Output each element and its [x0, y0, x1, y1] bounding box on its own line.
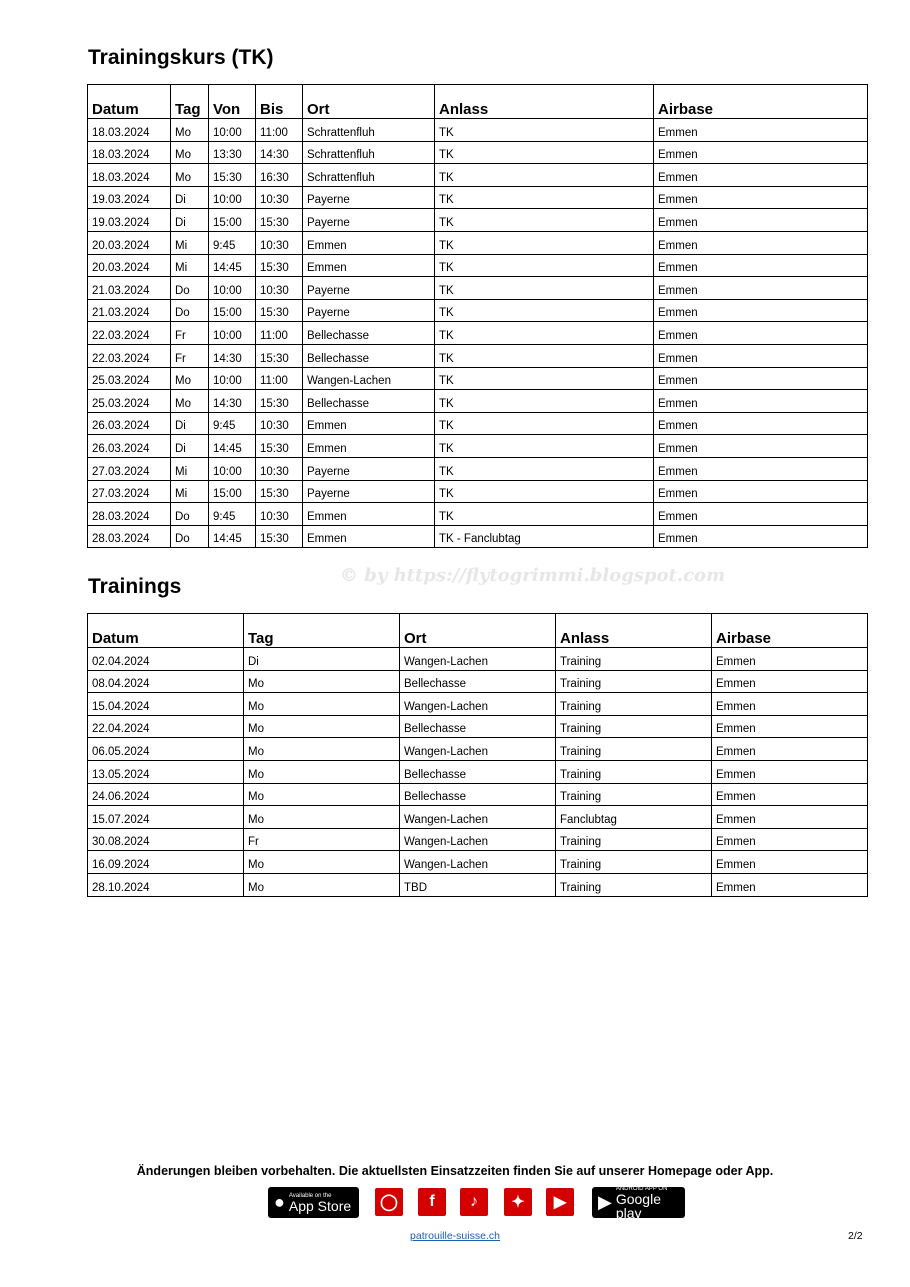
- table-cell: 15:30: [256, 525, 303, 548]
- table-cell: Mo: [244, 873, 400, 896]
- trainings-header-cell: Datum: [88, 614, 244, 648]
- table-cell: 08.04.2024: [88, 670, 244, 693]
- table-cell: 10:30: [256, 412, 303, 435]
- table-cell: Mo: [171, 367, 209, 390]
- instagram-icon[interactable]: ◯: [375, 1188, 403, 1216]
- table-cell: TK: [435, 277, 654, 300]
- table-cell: Di: [171, 412, 209, 435]
- table-cell: Emmen: [712, 783, 868, 806]
- table-cell: 26.03.2024: [88, 435, 171, 458]
- footer-note: Änderungen bleiben vorbehalten. Die aktuellsten Einsatzzeiten finden Sie auf unserer Homepage oder App.: [136, 1164, 774, 1178]
- table-cell: TK: [435, 299, 654, 322]
- table-row: [88, 503, 868, 526]
- trainings-schedule-table: [87, 613, 868, 897]
- table-cell: Emmen: [654, 299, 868, 322]
- trainings-header-cell: Airbase: [712, 614, 868, 648]
- table-cell: 19.03.2024: [88, 186, 171, 209]
- table-cell: Training: [556, 873, 712, 896]
- table-cell: TK: [435, 119, 654, 142]
- table-cell: 25.03.2024: [88, 390, 171, 413]
- table-row: [88, 738, 868, 761]
- table-cell: TK: [435, 254, 654, 277]
- table-cell: TK: [435, 412, 654, 435]
- table-cell: Schrattenfluh: [303, 164, 435, 187]
- table-cell: 16.09.2024: [88, 851, 244, 874]
- table-cell: Emmen: [654, 322, 868, 345]
- table-cell: 28.03.2024: [88, 503, 171, 526]
- table-row: [88, 254, 868, 277]
- table-cell: Emmen: [303, 412, 435, 435]
- table-cell: Emmen: [303, 525, 435, 548]
- table-cell: 16:30: [256, 164, 303, 187]
- table-cell: Emmen: [654, 480, 868, 503]
- table-cell: Bellechasse: [400, 760, 556, 783]
- table-cell: 15:30: [256, 299, 303, 322]
- table-cell: 15.07.2024: [88, 806, 244, 829]
- table-cell: Payerne: [303, 299, 435, 322]
- table-cell: Training: [556, 760, 712, 783]
- table-cell: 24.06.2024: [88, 783, 244, 806]
- table-cell: Payerne: [303, 186, 435, 209]
- google-play-small-label: ANDROID APP ON: [615, 1185, 668, 1192]
- youtube-icon[interactable]: ▶: [546, 1188, 574, 1216]
- table-cell: Emmen: [712, 693, 868, 716]
- page-number: 2/2: [848, 1230, 863, 1242]
- table-cell: 14:30: [256, 141, 303, 164]
- table-cell: Fr: [171, 344, 209, 367]
- table-cell: Mo: [244, 738, 400, 761]
- table-cell: 10:30: [256, 503, 303, 526]
- table-cell: 11:00: [256, 322, 303, 345]
- tk-header-cell: Tag: [171, 85, 209, 119]
- table-cell: 10:00: [209, 367, 256, 390]
- table-row: [88, 783, 868, 806]
- table-cell: Mo: [244, 783, 400, 806]
- table-row: [88, 806, 868, 829]
- table-cell: TK: [435, 480, 654, 503]
- table-cell: 21.03.2024: [88, 277, 171, 300]
- table-cell: Fr: [244, 828, 400, 851]
- table-row: [88, 299, 868, 322]
- table-cell: Bellechasse: [400, 715, 556, 738]
- table-cell: Payerne: [303, 209, 435, 232]
- table-cell: TK - Fanclubtag: [435, 525, 654, 548]
- table-cell: 25.03.2024: [88, 367, 171, 390]
- apple-icon: ●: [274, 1192, 285, 1212]
- table-row: [88, 412, 868, 435]
- table-cell: Training: [556, 783, 712, 806]
- table-cell: Emmen: [654, 457, 868, 480]
- table-row: [88, 435, 868, 458]
- table-cell: Mo: [244, 760, 400, 783]
- table-cell: TK: [435, 209, 654, 232]
- trainings-header-row: [88, 614, 868, 648]
- app-store-small-label: Available on the: [288, 1192, 332, 1199]
- table-cell: Wangen-Lachen: [303, 367, 435, 390]
- table-cell: Emmen: [654, 119, 868, 142]
- table-cell: 30.08.2024: [88, 828, 244, 851]
- table-cell: Payerne: [303, 480, 435, 503]
- table-cell: TK: [435, 141, 654, 164]
- table-cell: TK: [435, 503, 654, 526]
- table-cell: 20.03.2024: [88, 231, 171, 254]
- table-cell: 20.03.2024: [88, 254, 171, 277]
- table-cell: 15:30: [256, 480, 303, 503]
- table-cell: 21.03.2024: [88, 299, 171, 322]
- table-row: [88, 119, 868, 142]
- watermark: © by https://flytogrimmi.blogspot.com: [340, 565, 726, 586]
- table-cell: Emmen: [654, 503, 868, 526]
- table-cell: Wangen-Lachen: [400, 851, 556, 874]
- table-cell: 14:45: [209, 435, 256, 458]
- table-cell: Training: [556, 851, 712, 874]
- table-cell: Payerne: [303, 277, 435, 300]
- table-cell: 18.03.2024: [88, 141, 171, 164]
- table-row: [88, 457, 868, 480]
- table-cell: TK: [435, 390, 654, 413]
- table-cell: Emmen: [303, 231, 435, 254]
- table-cell: 27.03.2024: [88, 457, 171, 480]
- tk-header-cell: Airbase: [654, 85, 868, 119]
- table-cell: Emmen: [654, 141, 868, 164]
- table-row: [88, 390, 868, 413]
- table-cell: TK: [435, 164, 654, 187]
- table-cell: 22.03.2024: [88, 322, 171, 345]
- table-cell: Bellechasse: [303, 322, 435, 345]
- table-cell: Emmen: [712, 760, 868, 783]
- table-cell: TK: [435, 435, 654, 458]
- table-cell: Mo: [244, 670, 400, 693]
- table-cell: 02.04.2024: [88, 648, 244, 671]
- table-cell: Do: [171, 299, 209, 322]
- table-cell: 11:00: [256, 367, 303, 390]
- table-cell: TK: [435, 367, 654, 390]
- table-cell: Mo: [171, 390, 209, 413]
- table-cell: TK: [435, 231, 654, 254]
- table-cell: 15:30: [256, 209, 303, 232]
- table-cell: Di: [244, 648, 400, 671]
- table-cell: Mo: [171, 141, 209, 164]
- table-cell: Training: [556, 693, 712, 716]
- table-cell: Emmen: [712, 738, 868, 761]
- google-play-badge[interactable]: [592, 1185, 685, 1221]
- table-cell: Di: [171, 186, 209, 209]
- homepage-link-text[interactable]: patrouille-suisse.ch: [410, 1230, 500, 1242]
- table-cell: Emmen: [654, 164, 868, 187]
- table-cell: Emmen: [303, 254, 435, 277]
- table-cell: Emmen: [654, 277, 868, 300]
- table-cell: Emmen: [712, 715, 868, 738]
- table-cell: Mo: [244, 806, 400, 829]
- table-row: [88, 715, 868, 738]
- table-cell: Emmen: [712, 806, 868, 829]
- table-row: [88, 670, 868, 693]
- table-cell: TK: [435, 186, 654, 209]
- google-play-label: Google play: [615, 1190, 661, 1221]
- table-cell: 15:00: [209, 209, 256, 232]
- tk-schedule-table: [87, 84, 868, 548]
- table-cell: Training: [556, 828, 712, 851]
- table-cell: Schrattenfluh: [303, 119, 435, 142]
- table-cell: 14:45: [209, 254, 256, 277]
- homepage-link[interactable]: [0, 1230, 910, 1242]
- tiktok-icon[interactable]: ♪: [460, 1188, 488, 1216]
- table-cell: Training: [556, 738, 712, 761]
- table-cell: Do: [171, 277, 209, 300]
- table-row: [88, 367, 868, 390]
- table-row: [88, 873, 868, 896]
- table-cell: 13.05.2024: [88, 760, 244, 783]
- table-cell: 15:00: [209, 480, 256, 503]
- table-cell: 06.05.2024: [88, 738, 244, 761]
- table-cell: TK: [435, 344, 654, 367]
- table-row: [88, 828, 868, 851]
- table-cell: Do: [171, 503, 209, 526]
- table-cell: 9:45: [209, 503, 256, 526]
- table-cell: TBD: [400, 873, 556, 896]
- table-cell: 22.03.2024: [88, 344, 171, 367]
- facebook-icon[interactable]: f: [418, 1188, 446, 1216]
- table-row: [88, 851, 868, 874]
- table-cell: 18.03.2024: [88, 164, 171, 187]
- table-cell: Mo: [244, 851, 400, 874]
- table-cell: 10:00: [209, 119, 256, 142]
- table-row: [88, 693, 868, 716]
- table-cell: Bellechasse: [400, 670, 556, 693]
- table-cell: Emmen: [654, 209, 868, 232]
- table-cell: 26.03.2024: [88, 412, 171, 435]
- table-cell: Bellechasse: [303, 390, 435, 413]
- table-cell: Emmen: [654, 525, 868, 548]
- table-cell: 15.04.2024: [88, 693, 244, 716]
- table-cell: 28.03.2024: [88, 525, 171, 548]
- table-row: [88, 648, 868, 671]
- table-cell: Mi: [171, 480, 209, 503]
- table-cell: 18.03.2024: [88, 119, 171, 142]
- table-cell: 14:45: [209, 525, 256, 548]
- table-row: [88, 209, 868, 232]
- table-cell: 10:00: [209, 322, 256, 345]
- tk-header-cell: Bis: [256, 85, 303, 119]
- table-cell: 11:00: [256, 119, 303, 142]
- table-cell: 10:30: [256, 457, 303, 480]
- table-cell: Di: [171, 435, 209, 458]
- table-cell: 15:30: [256, 390, 303, 413]
- table-row: [88, 277, 868, 300]
- table-cell: Training: [556, 715, 712, 738]
- table-cell: 13:30: [209, 141, 256, 164]
- app-store-label: App Store: [288, 1197, 352, 1214]
- table-cell: Mi: [171, 231, 209, 254]
- trainings-header-cell: Ort: [400, 614, 556, 648]
- table-cell: Emmen: [654, 344, 868, 367]
- table-cell: Emmen: [303, 435, 435, 458]
- table-cell: 27.03.2024: [88, 480, 171, 503]
- tk-section-title: Trainingskurs (TK): [88, 46, 274, 69]
- twitter-icon[interactable]: ✦: [504, 1188, 532, 1216]
- table-cell: 9:45: [209, 412, 256, 435]
- table-row: [88, 525, 868, 548]
- table-cell: Wangen-Lachen: [400, 693, 556, 716]
- table-cell: Emmen: [654, 186, 868, 209]
- table-cell: Mo: [244, 693, 400, 716]
- table-row: [88, 760, 868, 783]
- trainings-section-title: Trainings: [88, 575, 182, 598]
- table-row: [88, 480, 868, 503]
- table-cell: Emmen: [654, 231, 868, 254]
- table-cell: 19.03.2024: [88, 209, 171, 232]
- table-cell: Mo: [171, 119, 209, 142]
- table-cell: Emmen: [654, 390, 868, 413]
- table-row: [88, 344, 868, 367]
- table-cell: Training: [556, 670, 712, 693]
- tk-table-body: [88, 119, 868, 548]
- table-row: [88, 186, 868, 209]
- table-cell: 10:00: [209, 186, 256, 209]
- table-cell: Wangen-Lachen: [400, 738, 556, 761]
- table-cell: Mi: [171, 457, 209, 480]
- table-cell: Payerne: [303, 457, 435, 480]
- table-cell: 15:30: [256, 344, 303, 367]
- table-cell: 15:30: [256, 254, 303, 277]
- table-cell: Emmen: [654, 412, 868, 435]
- tk-header-row: [88, 85, 868, 119]
- trainings-header-cell: Anlass: [556, 614, 712, 648]
- tk-header-cell: Datum: [88, 85, 171, 119]
- table-cell: Wangen-Lachen: [400, 648, 556, 671]
- table-cell: Schrattenfluh: [303, 141, 435, 164]
- table-cell: Fr: [171, 322, 209, 345]
- table-row: [88, 141, 868, 164]
- table-cell: 14:30: [209, 344, 256, 367]
- table-cell: Emmen: [712, 670, 868, 693]
- table-cell: 14:30: [209, 390, 256, 413]
- table-cell: 10:00: [209, 277, 256, 300]
- table-cell: Fanclubtag: [556, 806, 712, 829]
- trainings-table-body: [88, 648, 868, 897]
- table-cell: Di: [171, 209, 209, 232]
- table-cell: Emmen: [654, 367, 868, 390]
- table-cell: Emmen: [712, 648, 868, 671]
- table-cell: Wangen-Lachen: [400, 828, 556, 851]
- table-cell: 10:30: [256, 277, 303, 300]
- tk-header-cell: Anlass: [435, 85, 654, 119]
- table-cell: 9:45: [209, 231, 256, 254]
- table-cell: Bellechasse: [400, 783, 556, 806]
- table-row: [88, 322, 868, 345]
- table-cell: Emmen: [654, 435, 868, 458]
- table-cell: 28.10.2024: [88, 873, 244, 896]
- table-cell: Mo: [244, 715, 400, 738]
- table-cell: 10:00: [209, 457, 256, 480]
- table-cell: Mi: [171, 254, 209, 277]
- tk-header-cell: Von: [209, 85, 256, 119]
- trainings-header-cell: Tag: [244, 614, 400, 648]
- tk-header-cell: Ort: [303, 85, 435, 119]
- table-cell: Do: [171, 525, 209, 548]
- table-cell: Emmen: [712, 873, 868, 896]
- table-cell: TK: [435, 322, 654, 345]
- table-cell: Training: [556, 648, 712, 671]
- table-row: [88, 164, 868, 187]
- table-cell: Emmen: [712, 851, 868, 874]
- table-cell: TK: [435, 457, 654, 480]
- table-cell: 15:30: [256, 435, 303, 458]
- table-cell: Emmen: [712, 828, 868, 851]
- table-cell: 10:30: [256, 186, 303, 209]
- table-cell: 15:30: [209, 164, 256, 187]
- table-cell: Emmen: [654, 254, 868, 277]
- table-cell: Wangen-Lachen: [400, 806, 556, 829]
- table-row: [88, 231, 868, 254]
- table-cell: 10:30: [256, 231, 303, 254]
- table-cell: Mo: [171, 164, 209, 187]
- play-icon: ▶: [598, 1192, 612, 1212]
- table-cell: 15:00: [209, 299, 256, 322]
- app-store-badge[interactable]: [268, 1187, 359, 1218]
- table-cell: Bellechasse: [303, 344, 435, 367]
- table-cell: Emmen: [303, 503, 435, 526]
- table-cell: 22.04.2024: [88, 715, 244, 738]
